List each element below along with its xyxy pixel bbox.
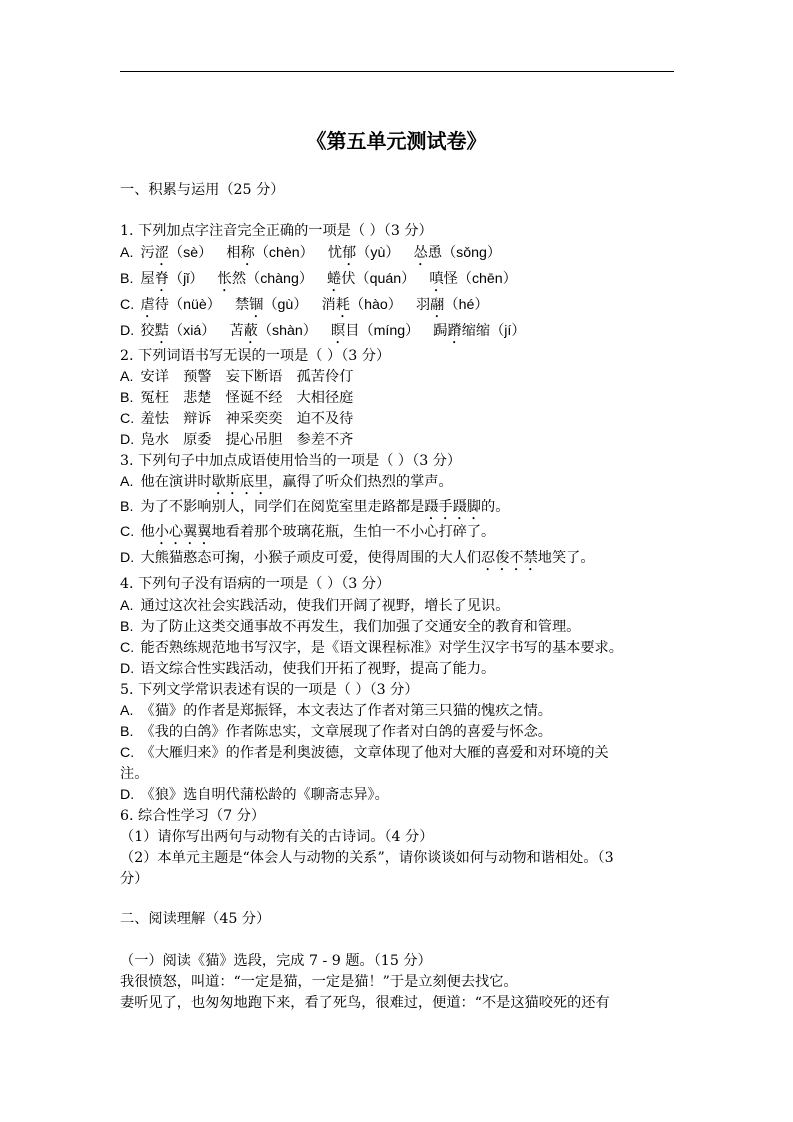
option-label: C. xyxy=(120,524,135,540)
option-label: B. xyxy=(120,724,134,740)
pinyin-term: 怅然（chàng） xyxy=(217,271,314,287)
option-text: 他 xyxy=(140,524,155,540)
option-label: C. xyxy=(120,411,135,427)
question-5-option-c xyxy=(120,743,609,763)
question-5-option-d xyxy=(120,785,389,805)
emphasized-char: 蔽 xyxy=(243,323,258,339)
pinyin-term: 苫蔽（shàn） xyxy=(229,323,317,339)
question-3-option-b xyxy=(120,497,509,523)
option-text: 地看着那个玻璃花瓶，生怕一不小心打碎了。 xyxy=(211,524,496,540)
pinyin-term: 瞑目（míng） xyxy=(330,323,420,339)
option-text: 语文综合性实践活动，使我们开拓了视野，提高了能力。 xyxy=(140,661,496,677)
question-5-option-b xyxy=(120,722,552,742)
question-4-option-b xyxy=(120,617,580,637)
option-label: B. xyxy=(120,499,134,515)
emphasized-char: 涩 xyxy=(154,245,169,261)
option-text: 《大雁归来》的作者是利奥波德，文章体现了他对大雁的喜爱和对环境的关 xyxy=(140,745,609,761)
passage-paragraph: 妻听见了，也匆匆地跑下来，看了死鸟，很难过，便道：“不是这猫咬死的还有 xyxy=(120,995,610,1011)
option-text: 能否熟练规范地书写汉字，是《语文课程标准》对学生汉字书写的基本要求。 xyxy=(140,640,623,656)
emphasized-char: 嗔 xyxy=(429,271,444,287)
emphasized-char: 脊 xyxy=(154,271,169,287)
option-label: D. xyxy=(120,787,135,803)
question-2-option-a xyxy=(120,367,353,387)
option-text: 为了防止这类交通事故不再发生，我们加强了交通安全的教育和管理。 xyxy=(140,619,581,635)
option-label: A. xyxy=(120,245,134,261)
question-5-option-a xyxy=(120,701,552,721)
option-text: 安详 预警 妄下断语 孤苦伶仃 xyxy=(140,369,354,385)
pinyin-term: 羽翮（hé） xyxy=(415,297,489,313)
option-text: 为了不影响别人，同学们在阅览室里走路都是 xyxy=(140,499,425,515)
option-label: D. xyxy=(120,550,135,566)
option-label: C. xyxy=(120,640,135,656)
idiom-emphasis: 忍俊不禁 xyxy=(481,550,538,566)
question-3-option-d xyxy=(120,548,595,574)
option-text: 地笑了。 xyxy=(537,550,595,566)
option-label: B. xyxy=(120,619,134,635)
question-3-stem: 3. 下列句子中加点成语使用恰当的一项是（ ）（3 分） xyxy=(120,453,462,469)
option-label: D. xyxy=(120,432,135,448)
option-label: C. xyxy=(120,297,135,313)
emphasized-char: 蜷 xyxy=(327,271,342,287)
emphasized-char: 翮 xyxy=(430,297,445,313)
question-3-option-a xyxy=(120,472,453,498)
option-text: 的。 xyxy=(481,499,510,515)
question-4-option-d xyxy=(120,659,495,679)
question-1-option-c xyxy=(120,295,489,321)
option-label: D. xyxy=(120,661,135,677)
question-1-option-d xyxy=(120,321,526,347)
pinyin-term: 狡黠（xiá） xyxy=(140,323,216,339)
question-1-stem: 1. 下列加点字注音完全正确的一项是（ ）（3 分） xyxy=(120,223,433,239)
option-text: 通过这次社会实践活动，使我们开阔了视野，增长了见识。 xyxy=(140,598,510,614)
pinyin-term: 屋脊（jǐ） xyxy=(140,271,204,287)
pinyin-term: 蜷伏（quán） xyxy=(327,271,416,287)
question-2-option-c xyxy=(120,409,353,429)
reading-intro: （一）阅读《猫》选段，完成 7 - 9 题。（15 分） xyxy=(120,953,432,969)
pinyin-term: 消耗（hào） xyxy=(321,297,402,313)
option-text: 凫水 原委 提心吊胆 参差不齐 xyxy=(140,432,354,448)
option-label: C. xyxy=(120,745,135,761)
question-6-part-2-cont: 分） xyxy=(120,871,149,887)
option-label: A. xyxy=(120,369,134,385)
question-5-stem: 5. 下列文学常识表述有误的一项是（ ）（3 分） xyxy=(120,682,419,698)
question-5-option-c-cont: 注。 xyxy=(120,766,149,782)
question-4-stem: 4. 下列句子没有语病的一项是（ ）（3 分） xyxy=(120,576,391,592)
passage-paragraph: 我很愤怒，叫道：“一定是猫，一定是猫！”于是立刻便去找它。 xyxy=(120,974,518,990)
question-4-option-a xyxy=(120,596,509,616)
pinyin-term: 怂恿（sǒng） xyxy=(413,245,502,261)
pinyin-term: 禁锢（gù） xyxy=(234,297,308,313)
question-6-stem: 6. 综合性学习（7 分） xyxy=(120,808,266,824)
option-label: A. xyxy=(120,703,134,719)
question-4-option-c xyxy=(120,638,623,658)
option-text: 《狼》选自明代蒲松龄的《聊斋志异》。 xyxy=(140,787,389,803)
header-rule xyxy=(120,71,674,72)
pinyin-term: 虐待（nüè） xyxy=(140,297,221,313)
option-text: 冤枉 悲楚 怪诞不经 大相径庭 xyxy=(140,390,354,406)
question-2-option-b xyxy=(120,388,353,408)
pinyin-term: 忧郁（yù） xyxy=(327,245,400,261)
section-heading-2: 二、阅读理解（45 分） xyxy=(120,911,271,927)
emphasized-char: 郁 xyxy=(342,245,357,261)
question-6-part-1: （1）请你写出两句与动物有关的古诗词。（4 分） xyxy=(120,829,434,845)
idiom-emphasis: 小心翼翼 xyxy=(154,524,212,540)
emphasized-char: 怂 xyxy=(413,245,428,261)
emphasized-char: 称 xyxy=(240,245,255,261)
option-label: D. xyxy=(120,323,135,339)
emphasized-char: 蹐 xyxy=(447,323,462,339)
option-label: B. xyxy=(120,271,134,287)
section-heading: 一、积累与运用（25 分） xyxy=(120,182,285,198)
option-text: 大熊猫憨态可掬，小猴子顽皮可爱，使得周围的大人们 xyxy=(140,550,482,566)
page-title: 《第五单元测试卷》 xyxy=(306,129,487,153)
pinyin-term: 污涩（sè） xyxy=(140,245,213,261)
emphasized-char: 黠 xyxy=(154,323,169,339)
question-2-option-d xyxy=(120,430,353,450)
emphasized-char: 瞑 xyxy=(330,323,346,339)
pinyin-term: 相称（chèn） xyxy=(226,245,314,261)
question-6-part-2: （2）本单元主题是“体会人与动物的关系”，请你谈谈如何与动物和谐相处。（3 xyxy=(120,850,614,866)
emphasized-char: 锢 xyxy=(249,297,264,313)
option-label: A. xyxy=(120,598,134,614)
emphasized-char: 怅 xyxy=(217,271,232,287)
pinyin-term: 嗔怪（chēn） xyxy=(429,271,517,287)
question-2-stem: 2. 下列词语书写无误的一项是（ ）（3 分） xyxy=(120,348,391,364)
question-3-option-c xyxy=(120,522,495,548)
option-text: 《我的白鸽》作者陈忠实，文章展现了作者对白鸽的喜爱与怀念。 xyxy=(140,724,552,740)
idiom-emphasis: 蹑手蹑脚 xyxy=(424,499,482,515)
emphasized-char: 耗 xyxy=(335,297,350,313)
option-label: B. xyxy=(120,390,134,406)
option-text: 他在演讲时 xyxy=(140,474,212,490)
emphasized-char: 虐 xyxy=(140,297,155,313)
option-text: ，赢得了听众们热烈的掌声。 xyxy=(268,474,453,490)
question-1-option-b xyxy=(120,269,517,295)
idiom-emphasis: 歇斯底里 xyxy=(211,474,269,490)
option-text: 羞怯 辩诉 神采奕奕 迫不及待 xyxy=(140,411,354,427)
option-text: 《猫》的作者是郑振铎，本文表达了作者对第三只猫的愧疚之情。 xyxy=(140,703,552,719)
pinyin-term: 跼蹐缩缩（jí） xyxy=(433,323,526,339)
question-1-option-a xyxy=(120,243,501,269)
option-label: A. xyxy=(120,474,134,490)
